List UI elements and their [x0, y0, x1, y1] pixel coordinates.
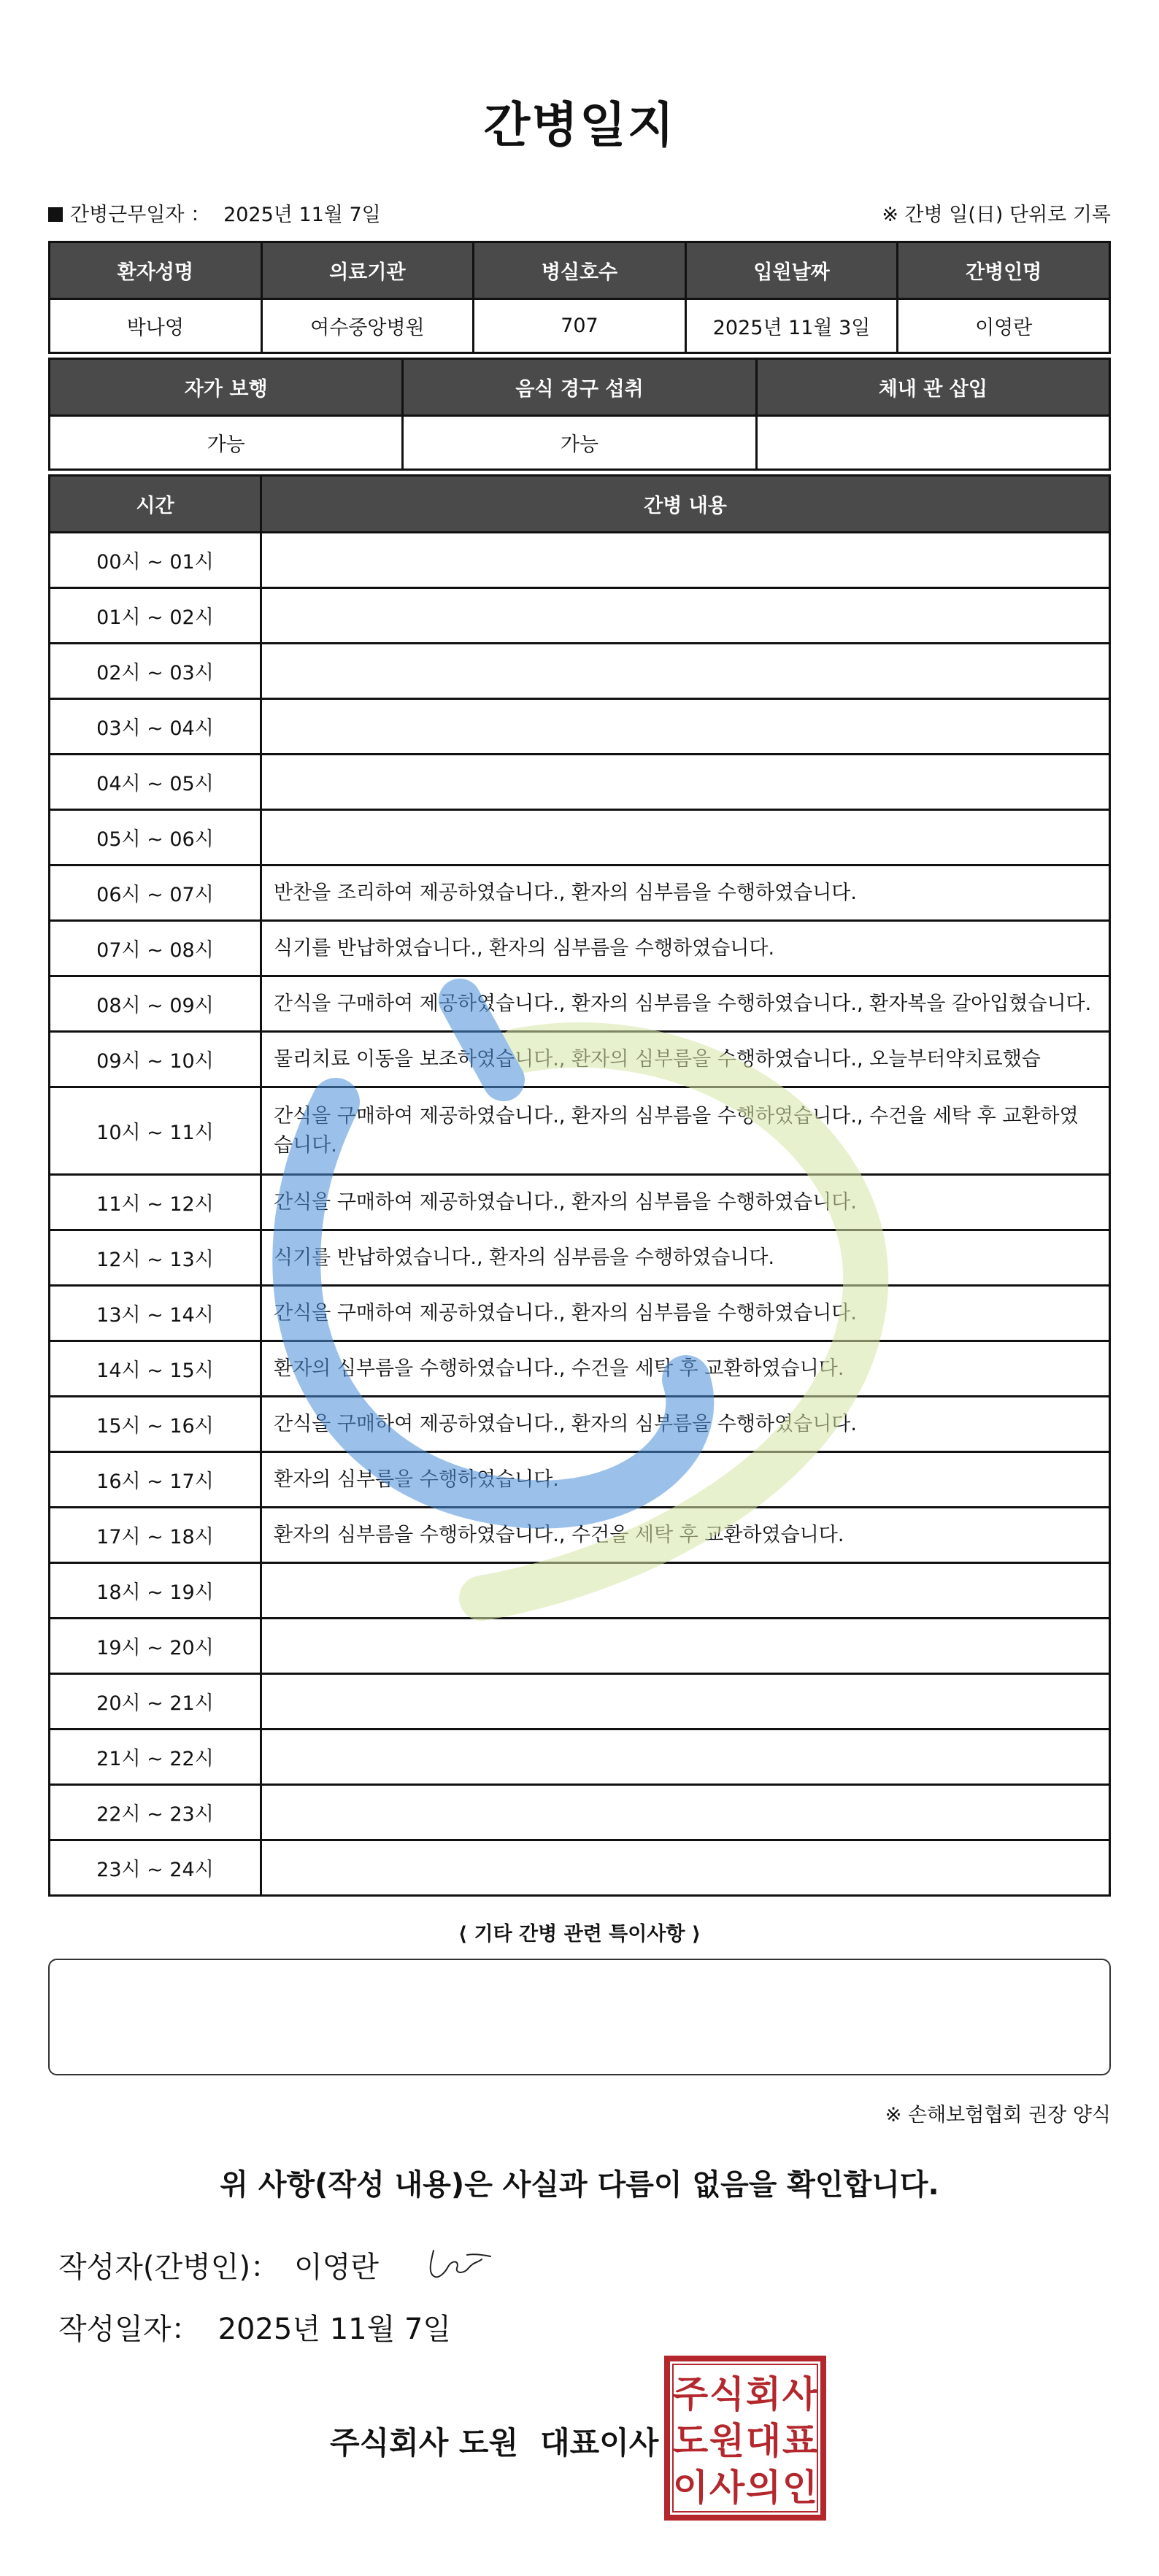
time-cell: 18시 ~ 19시 — [50, 1563, 261, 1619]
header-room-number: 병실호수 — [474, 242, 686, 299]
header-hospital: 의료기관 — [261, 242, 474, 299]
content-cell — [261, 1674, 1110, 1729]
time-cell: 22시 ~ 23시 — [50, 1785, 261, 1840]
record-unit-note: ※ 간병 일(日) 단위로 기록 — [882, 204, 1111, 226]
header-patient-name: 환자성명 — [50, 242, 262, 299]
time-cell: 16시 ~ 17시 — [50, 1452, 261, 1508]
seal-character: 인 — [782, 2467, 818, 2509]
content-cell: 식기를 반납하였습니다., 환자의 심부름을 수행하였습니다. — [261, 1230, 1110, 1286]
seal-character: 이 — [672, 2467, 709, 2509]
header-self-walking: 자가 보행 — [50, 359, 403, 416]
patient-info-table — [48, 241, 1111, 354]
seal-character: 사 — [782, 2373, 818, 2415]
hospital-name: 여수중앙병원 — [261, 299, 474, 353]
time-cell: 15시 ~ 16시 — [50, 1397, 261, 1452]
admission-date: 2025년 11월 3일 — [685, 299, 898, 353]
table-row — [50, 699, 1110, 755]
time-cell: 04시 ~ 05시 — [50, 755, 261, 810]
representative-title: 대표이사 — [540, 2425, 659, 2461]
seal-character: 원 — [709, 2420, 745, 2462]
seal-character: 주 — [672, 2373, 709, 2415]
content-cell: 간식을 구매하여 제공하였습니다., 환자의 심부름을 수행하였습니다., 수건을 세탁 후 교환하였습니다. — [261, 1087, 1110, 1175]
table-row — [50, 1032, 1110, 1087]
table-row — [50, 644, 1110, 699]
patient-name: 박나영 — [50, 299, 262, 353]
content-cell: 간식을 구매하여 제공하였습니다., 환자의 심부름을 수행하였습니다. — [261, 1175, 1110, 1230]
header-time: 시간 — [50, 476, 261, 533]
written-date-line — [58, 2306, 451, 2348]
writer-label: 작성자(간병인)： — [58, 2251, 280, 2284]
confirmation-statement: 위 사항(작성 내용)은 사실과 다름이 없음을 확인합니다. — [220, 2168, 939, 2202]
company-seal-icon — [664, 2356, 826, 2521]
table-row — [50, 1286, 1110, 1341]
content-cell: 환자의 심부름을 수행하였습니다., 수건을 세탁 후 교환하였습니다. — [261, 1341, 1110, 1397]
seal-character: 식 — [709, 2373, 745, 2415]
page-title: 간병일지 — [483, 97, 676, 153]
company-name: 주식회사 도원 — [330, 2425, 519, 2461]
writer-name: 이영란 — [294, 2251, 379, 2284]
table-row — [50, 1729, 1110, 1785]
table-row — [50, 1452, 1110, 1508]
tube-insertion-value — [756, 416, 1109, 470]
table-row — [50, 1175, 1110, 1230]
table-row — [50, 1840, 1110, 1896]
header-tube-insertion: 체내 관 삽입 — [756, 359, 1109, 416]
time-cell: 05시 ~ 06시 — [50, 810, 261, 865]
table-row — [50, 588, 1110, 644]
table-row — [50, 533, 1110, 588]
time-cell: 02시 ~ 03시 — [50, 644, 261, 699]
content-cell: 환자의 심부름을 수행하였습니다., 수건을 세탁 후 교환하였습니다. — [261, 1508, 1110, 1563]
time-cell: 21시 ~ 22시 — [50, 1729, 261, 1785]
content-cell: 간식을 구매하여 제공하였습니다., 환자의 심부름을 수행하였습니다., 환자복을 갈아입혔습니다. — [261, 976, 1110, 1032]
work-date-label: 간병근무일자 ： — [70, 204, 211, 226]
table-row — [50, 1674, 1110, 1729]
notes-title: ⟨ 기타 간병 관련 특이사항 ⟩ — [458, 1923, 701, 1946]
writer-line — [58, 2244, 379, 2286]
room-number: 707 — [474, 299, 686, 353]
content-cell — [261, 755, 1110, 810]
time-cell: 12시 ~ 13시 — [50, 1230, 261, 1286]
written-date-value: 2025년 11월 7일 — [217, 2313, 452, 2346]
header-admission-date: 입원날짜 — [685, 242, 898, 299]
content-cell — [261, 810, 1110, 865]
time-cell: 06시 ~ 07시 — [50, 865, 261, 921]
content-cell: 간식을 구매하여 제공하였습니다., 환자의 심부름을 수행하였습니다. — [261, 1397, 1110, 1452]
table-row — [50, 1563, 1110, 1619]
seal-character: 표 — [782, 2420, 818, 2462]
time-cell: 14시 ~ 15시 — [50, 1341, 261, 1397]
table-row — [50, 976, 1110, 1032]
oral-intake-value: 가능 — [403, 416, 756, 470]
seal-character: 사 — [709, 2467, 745, 2509]
time-cell: 07시 ~ 08시 — [50, 921, 261, 976]
header-oral-intake: 음식 경구 섭취 — [403, 359, 756, 416]
content-cell — [261, 1619, 1110, 1674]
seal-character: 도 — [672, 2420, 709, 2462]
written-date-label: 작성일자： — [58, 2313, 201, 2346]
content-cell: 물리치료 이동을 보조하였습니다., 환자의 심부름을 수행하였습니다., 오늘부터약치료했습 — [261, 1032, 1110, 1087]
time-cell: 00시 ~ 01시 — [50, 533, 261, 588]
content-cell: 식기를 반납하였습니다., 환자의 심부름을 수행하였습니다. — [261, 921, 1110, 976]
time-cell: 09시 ~ 10시 — [50, 1032, 261, 1087]
signature-icon — [423, 2240, 496, 2284]
seal-character: 회 — [745, 2373, 782, 2415]
content-cell — [261, 533, 1110, 588]
content-cell — [261, 644, 1110, 699]
content-cell — [261, 1563, 1110, 1619]
content-cell: 환자의 심부름을 수행하였습니다. — [261, 1452, 1110, 1508]
header-caregiver-name: 간병인명 — [898, 242, 1110, 299]
seal-character: 대 — [745, 2420, 782, 2462]
time-cell: 03시 ~ 04시 — [50, 699, 261, 755]
time-cell: 11시 ~ 12시 — [50, 1175, 261, 1230]
company-line — [330, 2419, 658, 2463]
time-cell: 19시 ~ 20시 — [50, 1619, 261, 1674]
seal-character: 의 — [745, 2467, 782, 2509]
notes-box — [48, 1959, 1111, 2075]
self-walking-value: 가능 — [50, 416, 403, 470]
square-bullet-icon — [48, 207, 63, 222]
time-cell: 20시 ~ 21시 — [50, 1674, 261, 1729]
ability-info-table — [48, 358, 1111, 471]
content-cell: 간식을 구매하여 제공하였습니다., 환자의 심부름을 수행하였습니다. — [261, 1286, 1110, 1341]
table-row — [50, 1508, 1110, 1563]
time-cell: 10시 ~ 11시 — [50, 1087, 261, 1175]
table-row — [50, 810, 1110, 865]
content-cell — [261, 699, 1110, 755]
content-cell: 반찬을 조리하여 제공하였습니다., 환자의 심부름을 수행하였습니다. — [261, 865, 1110, 921]
table-row — [50, 1341, 1110, 1397]
time-cell: 23시 ~ 24시 — [50, 1840, 261, 1896]
table-row — [50, 1619, 1110, 1674]
header-care-content: 간병 내용 — [261, 476, 1110, 533]
care-log-table — [48, 474, 1111, 1897]
form-source-note: ※ 손해보험협회 권장 양식 — [885, 2104, 1111, 2126]
table-row — [50, 1230, 1110, 1286]
table-row — [50, 921, 1110, 976]
table-row — [50, 1785, 1110, 1840]
time-cell: 13시 ~ 14시 — [50, 1286, 261, 1341]
content-cell — [261, 1785, 1110, 1840]
table-row — [50, 755, 1110, 810]
table-row — [50, 1087, 1110, 1175]
work-date-value: 2025년 11월 7일 — [223, 204, 381, 226]
content-cell — [261, 1840, 1110, 1896]
content-cell — [261, 1729, 1110, 1785]
table-row — [50, 865, 1110, 921]
content-cell — [261, 588, 1110, 644]
table-row — [50, 1397, 1110, 1452]
time-cell: 01시 ~ 02시 — [50, 588, 261, 644]
time-cell: 08시 ~ 09시 — [50, 976, 261, 1032]
time-cell: 17시 ~ 18시 — [50, 1508, 261, 1563]
work-date-line — [48, 198, 381, 227]
caregiver-name: 이영란 — [898, 299, 1110, 353]
